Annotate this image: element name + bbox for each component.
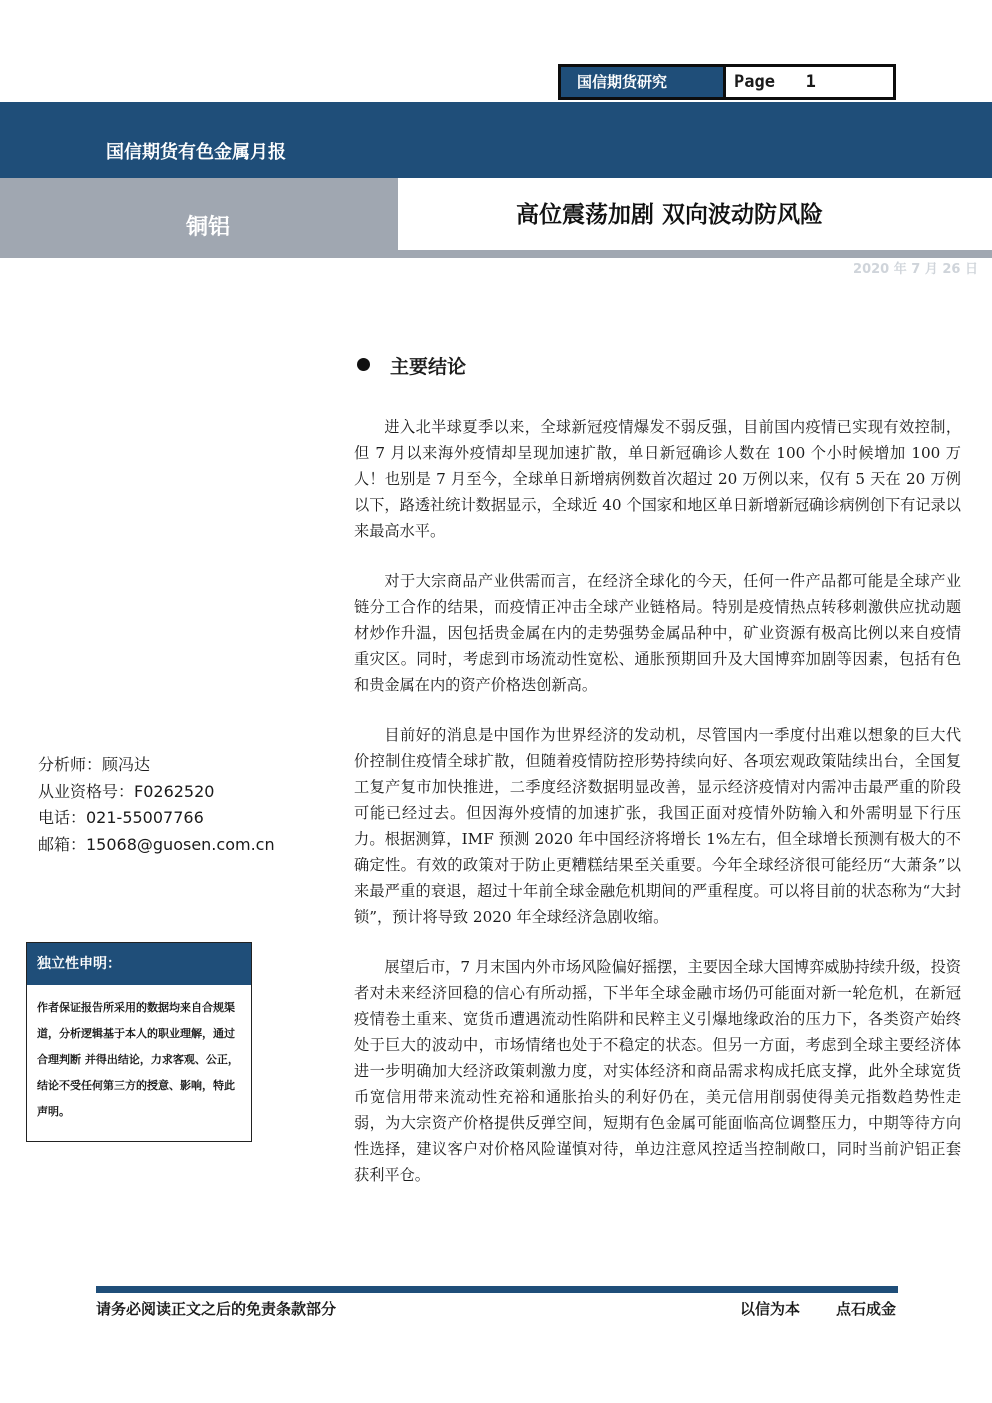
slogan-1: 以信为本 bbox=[739, 1300, 800, 1318]
bullet-icon bbox=[357, 358, 370, 371]
report-series: 国信期货有色金属月报 bbox=[106, 142, 286, 163]
brand-box: 国信期货研究 bbox=[558, 64, 726, 100]
divider-band bbox=[0, 250, 992, 258]
analyst-email[interactable]: 邮箱：15068@guosen.com.cn bbox=[38, 834, 275, 854]
analyst-info bbox=[38, 752, 275, 858]
analyst-phone: 电话：021-55007766 bbox=[38, 808, 204, 827]
section-heading: 主要结论 bbox=[390, 356, 467, 378]
report-title: 高位震荡加剧 双向波动防风险 bbox=[516, 201, 824, 228]
paragraph: 展望后市，7 月末国内外市场风险偏好摇摆，主要因全球大国博弈威胁持续升级，投资者对未来经济回稳的信心有所动摇，下半年全球金融市场仍可能面对新一轮危机，在新冠疫情卷土重来、宽货币遭遇流动性陷阱和民粹主义引爆地缘政治的压力下，各类资产始终处于巨大的波动中，市场情绪也处于不稳定的状态。但另一方面，考虑到全球主要经济体进一步明确加大经济政策刺激力度，对实体经济和商品需求构成托底支撑，此外全球宽货币宽信用带来流动性充裕和通胀抬头的利好仍在，美元信用削弱使得美元指数趋势性走弱，为大宗资产价格提供反弹空间，短期有色金属可能面临高位调整压力，中期等待方向性选择，建议客户对价格风险谨慎对待，单边注意风控适当控制敞口，同时当前沪铝正套获利平仓。 bbox=[354, 958, 961, 1184]
analyst-license: 从业资格号：F0262520 bbox=[38, 781, 215, 801]
declaration-body: 作者保证报告所采用的数据均来自合规渠道，分析逻辑基于本人的职业理解，通过合理判断 并得出结论，力求客观、公正，结论不受任何第三方的授意、影响，特此声明。 bbox=[37, 1001, 239, 1118]
report-date: 2020 年 7 月 26 日 bbox=[853, 262, 978, 277]
main-body bbox=[354, 414, 961, 1212]
footer-bar bbox=[96, 1286, 898, 1293]
page-indicator bbox=[726, 64, 896, 100]
paragraph: 目前好的消息是中国作为世界经济的发动机，尽管国内一季度付出难以想象的巨大代价控制住疫情全球扩散，但随着疫情防控形势持续向好、各项宏观政策陆续出台，全国复工复产复市加快推进，二季度经济数据明显改善，显示经济疫情对内需冲击最严重的阶段可能已经过去。但因海外疫情的加速扩张，我国正面对疫情外防输入和外需明显下行压力。根据测算，IMF 预测 2020 年中国经济将增长 1%左右，但全球增长预测有极大的不确定性。有效的政策对于防止更糟糕结果至关重要。今年全球经济很可能经历“大萧条”以来最严重的衰退，超过十年前全球金融危机期间的严重程度。可以将目前的状态称为“大封锁”，预计将导致 2020 年全球经济急剧收缩。 bbox=[354, 726, 961, 926]
analyst-name: 分析师：顾冯达 bbox=[38, 755, 151, 774]
independence-declaration bbox=[26, 942, 252, 1142]
page-number: 1 bbox=[805, 72, 816, 92]
slogan-2: 点石成金 bbox=[835, 1300, 896, 1318]
footer-slogan bbox=[740, 1298, 896, 1319]
declaration-heading: 独立性申明： bbox=[27, 943, 251, 985]
report-category: 铜铝 bbox=[186, 215, 231, 240]
paragraph: 进入北半球夏季以来，全球新冠疫情爆发不弱反强，目前国内疫情已实现有效控制，但 7 月以来海外疫情却呈现加速扩散，单日新冠确诊人数在 100 个小时候增加 100 万人！也别是 7 月至今，全球单日新增病例数首次超过 20 万例以来，仅有 5 天在 20 万例以下，路透社统计数据显示，全球近 40 个国家和地区单日新增新冠确诊病例创下有记录以来最高水平。 bbox=[354, 418, 961, 540]
page-label: Page bbox=[734, 72, 775, 92]
paragraph: 对于大宗商品产业供需而言，在经济全球化的今天，任何一件产品都可能是全球产业链分工合作的结果，而疫情正冲击全球产业链格局。特别是疫情热点转移刺激供应扰动题材炒作升温，因包括贵金属在内的走势强势金属品种中，矿业资源有极高比例以来自疫情重灾区。同时，考虑到市场流动性宽松、通胀预期回升及大国博弈加剧等因素，包括有色和贵金属在内的资产价格迭创新高。 bbox=[354, 572, 961, 694]
footer-disclaimer: 请务必阅读正文之后的免责条款部分 bbox=[96, 1300, 337, 1318]
